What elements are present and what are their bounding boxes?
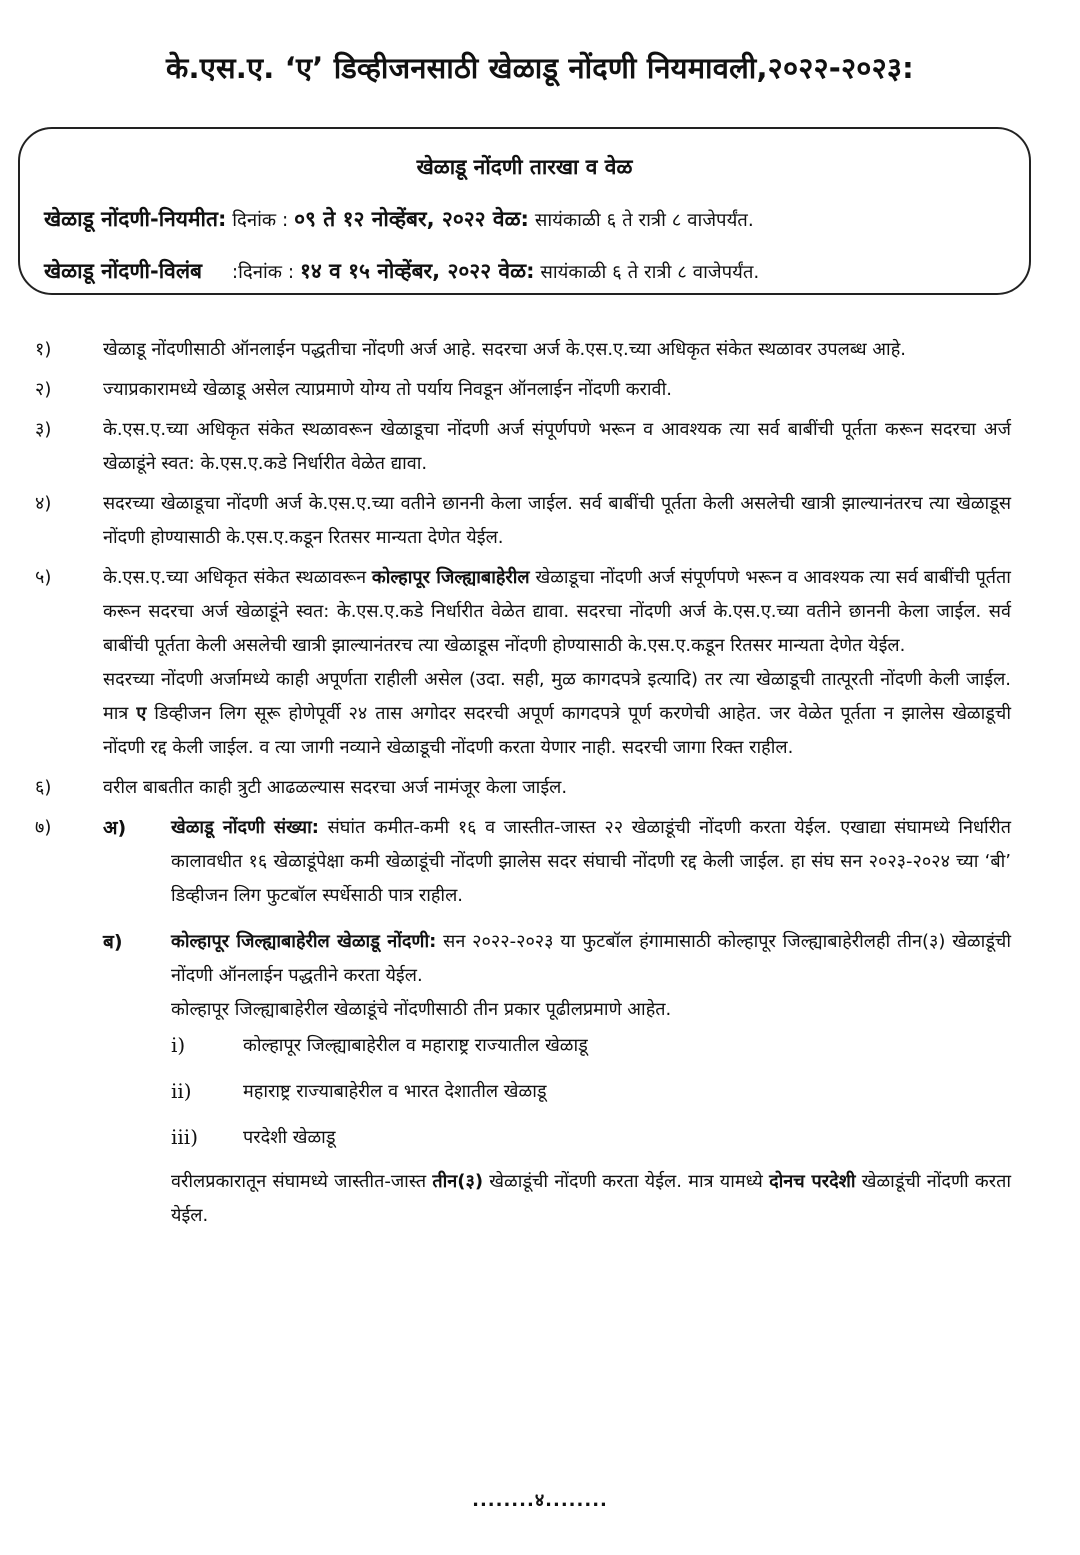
sub-rule-a — [103, 811, 1080, 913]
late-label: खेळाडू नोंदणी-विलंब — [44, 259, 203, 283]
page-number: ........४........ — [472, 1490, 608, 1511]
rules-list — [0, 333, 1080, 1239]
late-date: १४ व १५ नोव्हेंबर, २०२२ वेळ: — [299, 259, 535, 283]
types-intro: कोल्हापूर जिल्ह्याबाहेरील खेळाडूंचे नोंदणीसाठी तीन प्रकार पूढीलप्रमाणे आहेत. — [171, 999, 672, 1020]
type-text: कोल्हापूर जिल्ह्याबाहेरील व महाराष्ट्र राज्यातील खेळाडू — [243, 1035, 588, 1056]
sub-rule-text: खेळाडू नोंदणी संख्या: संघांत कमीत-कमी १६ व जास्तीत-जास्त २२ खेळाडूंची नोंदणी करता येईल. एखाद्या संघामध्ये निर्धारीत कालावधीत १६ खेळाडूंपेक्षा कमी खेळाडूंची नोंदणी झालेस सदर संघाची नोंदणी रद्द केली जाईल. हा संघ सन २०२३-२०२४ च्या ‘बी’ डिव्हीजन लिग फुटबॉल स्पर्धेसाठी पात्र राहील. — [171, 817, 1011, 906]
rule-item — [0, 373, 1080, 407]
rule-item — [0, 413, 1080, 481]
late-date-prefix: :दिनांक : — [231, 262, 295, 283]
schedule-late-line — [44, 257, 759, 285]
rule-item — [0, 811, 1080, 1233]
rule-text: ज्याप्रकारामध्ये खेळाडू असेल त्याप्रमाणे योग्य तो पर्याय निवडून ऑनलाईन नोंदणी करावी. — [103, 379, 672, 400]
rule-text: खेळाडू नोंदणीसाठी ऑनलाईन पद्धतीचा नोंदणी अर्ज आहे. सदरचा अर्ज के.एस.ए.च्या अधिकृत संकेत स्थळावर उपलब्ध आहे. — [103, 339, 906, 360]
rule-text: वरील बाबतीत काही त्रुटी आढळल्यास सदरचा अर्ज नामंजूर केला जाईल. — [103, 777, 568, 798]
closing-text: वरीलप्रकारातून संघामध्ये जास्तीत-जास्त तीन(३) खेळाडूंची नोंदणी करता येईल. मात्र यामध्ये दोनच परदेशी खेळाडूंची नोंदणी करता येईल. — [171, 1171, 1012, 1226]
type-text: महाराष्ट्र राज्याबाहेरील व भारत देशातील खेळाडू — [243, 1081, 547, 1102]
rule-text: के.एस.ए.च्या अधिकृत संकेत स्थळावरून कोल्हापूर जिल्ह्याबाहेरील खेळाडूचा नोंदणी अर्ज संपूर्णपणे भरून व आवश्यक त्या सर्व बाबींची पूर्तता करून सदरचा अर्ज खेळाडूंने स्वत: के.एस.ए.कडे निर्धारीत वेळेत द्यावा. सदरचा नोंदणी अर्ज के.एस.ए.च्या वतीने छाननी केला जाईल. सर्व बाबींची पूर्तता केली असलेची खात्री झाल्यानंतरच त्या खेळाडूस नोंदणी होण्यासाठी के.एस.ए.कडून रितसर मान्यता देणेत येईल. — [103, 567, 1011, 656]
regular-label: खेळाडू नोंदणी-नियमीत: — [44, 207, 227, 231]
sub-rule-letter: अ) — [103, 817, 127, 839]
sub-rule-heading: खेळाडू नोंदणी संख्या: — [171, 817, 319, 838]
type-item — [171, 1027, 1080, 1073]
rule-number: ७) — [35, 817, 52, 838]
rule-bold-phrase: कोल्हापूर जिल्ह्याबाहेरील — [371, 567, 530, 588]
schedule-regular-line — [44, 205, 754, 233]
rule-number: ५) — [35, 567, 52, 588]
sub-rule-text: कोल्हापूर जिल्ह्याबाहेरील खेळाडू नोंदणी: सन २०२२-२०२३ या फुटबॉल हंगामासाठी कोल्हापूर जिल्ह्याबाहेरीलही तीन(३) खेळाडूंची नोंदणी ऑनलाईन पद्धतीने करता येईल. — [171, 931, 1011, 986]
type-number: i) — [171, 1033, 186, 1057]
rule-item — [0, 771, 1080, 805]
rule-text: के.एस.ए.च्या अधिकृत संकेत स्थळावरून खेळाडूचा नोंदणी अर्ज संपूर्णपणे भरून व आवश्यक त्या सर्व बाबींची पूर्तता करून सदरचा अर्ज खेळाडूंने स्वत: के.एस.ए.कडे निर्धारीत वेळेत द्यावा. — [103, 419, 1011, 474]
type-item — [171, 1119, 1080, 1165]
regular-time: सायंकाळी ६ ते रात्री ८ वाजेपर्यंत. — [534, 210, 754, 231]
rule-text-continued: सदरच्या नोंदणी अर्जामध्ये काही अपूर्णता राहीली असेल (उदा. सही, मुळ कागदपत्रे इत्यादि) तर त्या खेळाडूची तात्पूरती नोंदणी केली जाईल. मात्र ए डिव्हीजन लिग सूरू होणेपूर्वी २४ तास अगोदर सदरची अपूर्ण कागदपत्रे पूर्ण करणेची आहेत. जर वेळेत पूर्तता न झालेस खेळाडूची नोंदणी रद्द केली जाईल. व त्या जागी नव्याने खेळाडूची नोंदणी करता येणार नाही. सदरची जागा रिक्त राहील. — [103, 669, 1011, 758]
regular-date: ०९ ते १२ नोव्हेंबर, २०२२ वेळ: — [294, 207, 529, 231]
sub-rule-heading: कोल्हापूर जिल्ह्याबाहेरील खेळाडू नोंदणी: — [171, 931, 437, 952]
rule-item — [0, 333, 1080, 367]
rule-text: सदरच्या खेळाडूचा नोंदणी अर्ज के.एस.ए.च्या वतीने छाननी केला जाईल. सर्व बाबींची पूर्तता केली असलेची खात्री झाल्यानंतरच त्या खेळाडूस नोंदणी होण्यासाठी के.एस.ए.कडून रितसर मान्यता देणेत येईल. — [103, 493, 1011, 548]
rule-number: ३) — [35, 419, 52, 440]
sub-rule-letter: ब) — [103, 931, 123, 953]
page-title: के.एस.ए. ‘ए’ डिव्हीजनसाठी खेळाडू नोंदणी नियमावली,२०२२-२०२३: — [166, 51, 914, 85]
type-number: ii) — [171, 1079, 192, 1103]
type-item — [171, 1073, 1080, 1119]
rule-number: २) — [35, 379, 52, 400]
schedule-box — [18, 127, 1031, 295]
sub-rule-b — [103, 925, 1080, 993]
rule-number: ६) — [35, 777, 52, 798]
closing-bold-2: दोनच परदेशी — [769, 1171, 856, 1192]
type-text: परदेशी खेळाडू — [243, 1127, 336, 1148]
schedule-heading: खेळाडू नोंदणी तारखा व वेळ — [416, 155, 633, 179]
rule-bold-phrase: ए — [136, 703, 147, 724]
regular-date-prefix: दिनांक : — [232, 210, 289, 231]
closing-bold-1: तीन(३) — [432, 1171, 484, 1192]
rule-item — [0, 487, 1080, 555]
late-time: सायंकाळी ६ ते रात्री ८ वाजेपर्यंत. — [540, 262, 760, 283]
type-number: iii) — [171, 1125, 198, 1149]
rule-number: १) — [35, 339, 52, 360]
rule-number: ४) — [35, 493, 52, 514]
rule-item — [0, 561, 1080, 765]
